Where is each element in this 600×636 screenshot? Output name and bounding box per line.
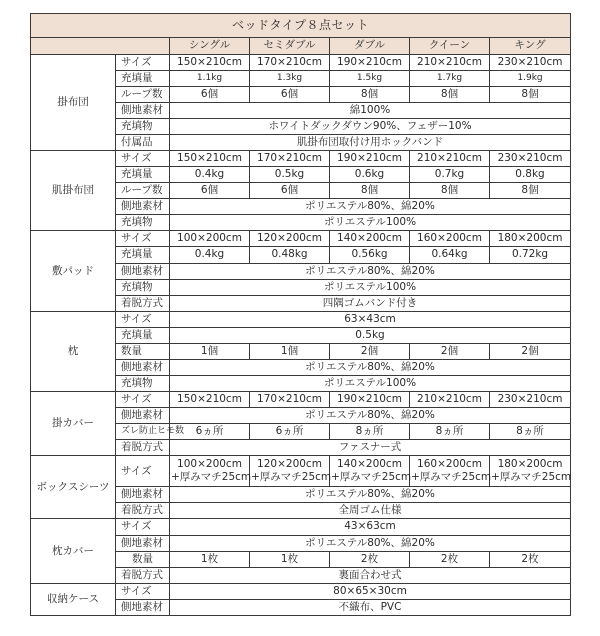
value-cell-merged: 四隅ゴムバンド付き bbox=[170, 295, 571, 311]
value-cell: 8個 bbox=[330, 183, 410, 199]
header-row bbox=[31, 37, 571, 54]
attribute-label: 側地素材 bbox=[116, 408, 170, 424]
value-cell: 6個 bbox=[170, 86, 250, 102]
value-cell-merged: 43×63cm bbox=[170, 519, 571, 535]
value-cell: 0.5kg bbox=[250, 167, 330, 183]
value-cell: 6ヵ所 bbox=[170, 424, 250, 440]
category-label: 敷パッド bbox=[31, 231, 116, 311]
value-cell-merged: ポリエステル80%、綿20% bbox=[170, 535, 571, 551]
value-cell: 1個 bbox=[250, 343, 330, 359]
value-cell: 1.9kg bbox=[490, 70, 571, 86]
value-cell: 0.8kg bbox=[490, 167, 571, 183]
value-cell-merged: ファスナー式 bbox=[170, 440, 571, 456]
attribute-label: サイズ bbox=[116, 54, 170, 70]
value-cell: 0.48kg bbox=[250, 247, 330, 263]
value-cell-merged: 不織布、PVC bbox=[170, 599, 571, 615]
title-row bbox=[31, 14, 571, 38]
attribute-label: 側地素材 bbox=[116, 487, 170, 503]
value-cell: 8個 bbox=[490, 183, 571, 199]
value-cell-merged: 63×43cm bbox=[170, 311, 571, 327]
value-cell: 190×210cm bbox=[330, 392, 410, 408]
value-cell: 210×210cm bbox=[410, 151, 490, 167]
table-row bbox=[31, 311, 571, 327]
value-line: +厚みマチ25cm bbox=[491, 471, 572, 484]
attribute-label: 側地素材 bbox=[116, 359, 170, 375]
attribute-label: 充填物 bbox=[116, 118, 170, 134]
value-cell: 6個 bbox=[250, 86, 330, 102]
value-cell: 0.4kg bbox=[170, 247, 250, 263]
attribute-label: 付属品 bbox=[116, 135, 170, 151]
table-row bbox=[31, 519, 571, 535]
value-cell-merged: 肌掛布団取付け用ホックバンド bbox=[170, 135, 571, 151]
value-cell: 6ヵ所 bbox=[250, 424, 330, 440]
value-cell-merged: 80×65×30cm bbox=[170, 583, 571, 599]
value-line: 100×200cm bbox=[177, 458, 242, 471]
attribute-label: 着脱方式 bbox=[116, 503, 170, 519]
value-cell: 0.7kg bbox=[410, 167, 490, 183]
value-cell: 160×200cm bbox=[410, 231, 490, 247]
value-cell: 1.5kg bbox=[330, 70, 410, 86]
header-size-cell: キング bbox=[490, 37, 571, 54]
value-cell: 120×200cm bbox=[250, 231, 330, 247]
value-cell: 210×210cm bbox=[410, 392, 490, 408]
header-blank-cell bbox=[31, 37, 170, 54]
table-row bbox=[31, 392, 571, 408]
attribute-label: サイズ bbox=[116, 583, 170, 599]
attribute-label: 側地素材 bbox=[116, 263, 170, 279]
value-cell: 8個 bbox=[410, 183, 490, 199]
value-cell: 2枚 bbox=[490, 551, 571, 567]
value-cell-merged: ポリエステル80%、綿20% bbox=[170, 359, 571, 375]
value-cell: 1.1kg bbox=[170, 70, 250, 86]
value-cell-merged: ポリエステル80%、綿20% bbox=[170, 408, 571, 424]
attribute-label: 充填量 bbox=[116, 247, 170, 263]
value-cell: 8個 bbox=[330, 86, 410, 102]
value-cell-merged: ポリエステル80%、綿20% bbox=[170, 199, 571, 215]
table-title: ベッドタイプ８点セット bbox=[31, 14, 571, 38]
value-cell bbox=[170, 456, 250, 487]
value-cell: 2枚 bbox=[410, 551, 490, 567]
value-cell: 2個 bbox=[410, 343, 490, 359]
value-cell-merged: ポリエステル80%、綿20% bbox=[170, 487, 571, 503]
value-cell: 1.7kg bbox=[410, 70, 490, 86]
value-cell: 1.3kg bbox=[250, 70, 330, 86]
category-label: 掛カバー bbox=[31, 392, 116, 456]
value-line: 160×200cm bbox=[417, 458, 482, 471]
attribute-label: サイズ bbox=[116, 456, 170, 487]
value-cell: 150×210cm bbox=[170, 392, 250, 408]
value-cell-merged: 裏面合わせ式 bbox=[170, 567, 571, 583]
value-cell: 140×200cm bbox=[330, 231, 410, 247]
category-label: ボックスシーツ bbox=[31, 456, 116, 519]
attribute-label: 着脱方式 bbox=[116, 295, 170, 311]
attribute-label: 数量 bbox=[116, 343, 170, 359]
value-cell bbox=[410, 456, 490, 487]
attribute-label: ループ数 bbox=[116, 86, 170, 102]
value-line: 140×200cm bbox=[337, 458, 402, 471]
value-line: +厚みマチ25cm bbox=[411, 471, 492, 484]
value-cell: 230×210cm bbox=[490, 151, 571, 167]
value-cell: 230×210cm bbox=[490, 392, 571, 408]
value-cell: 8ヵ所 bbox=[490, 424, 571, 440]
attribute-label: サイズ bbox=[116, 231, 170, 247]
value-cell: 170×210cm bbox=[250, 392, 330, 408]
value-cell bbox=[490, 456, 571, 487]
value-cell: 0.4kg bbox=[170, 167, 250, 183]
value-cell: 8個 bbox=[410, 86, 490, 102]
value-cell: 6個 bbox=[170, 183, 250, 199]
attribute-label: ズレ防止ヒモ数 bbox=[116, 424, 170, 440]
value-cell: 0.64kg bbox=[410, 247, 490, 263]
table-row bbox=[31, 583, 571, 599]
value-line: +厚みマチ25cm bbox=[251, 471, 332, 484]
category-label: 枕カバー bbox=[31, 519, 116, 583]
value-cell: 6個 bbox=[250, 183, 330, 199]
value-cell: 0.6kg bbox=[330, 167, 410, 183]
attribute-label: 着脱方式 bbox=[116, 440, 170, 456]
value-cell: 190×210cm bbox=[330, 151, 410, 167]
value-cell bbox=[250, 456, 330, 487]
header-size-cell: シングル bbox=[170, 37, 250, 54]
attribute-label: 側地素材 bbox=[116, 199, 170, 215]
value-line: 180×200cm bbox=[497, 458, 563, 471]
value-cell: 150×210cm bbox=[170, 151, 250, 167]
category-label: 収納ケース bbox=[31, 583, 116, 615]
value-cell: 1枚 bbox=[250, 551, 330, 567]
value-cell: 170×210cm bbox=[250, 151, 330, 167]
attribute-label: サイズ bbox=[116, 519, 170, 535]
value-cell-merged: ポリエステル80%、綿20% bbox=[170, 263, 571, 279]
attribute-label: 側地素材 bbox=[116, 102, 170, 118]
attribute-label: ループ数 bbox=[116, 183, 170, 199]
attribute-label: 充填物 bbox=[116, 375, 170, 391]
attribute-label: 充填量 bbox=[116, 70, 170, 86]
value-cell: 8ヵ所 bbox=[410, 424, 490, 440]
table-row bbox=[31, 231, 571, 247]
value-cell: 210×210cm bbox=[410, 54, 490, 70]
spec-table bbox=[30, 13, 571, 616]
value-cell: 1枚 bbox=[170, 551, 250, 567]
value-cell: 1個 bbox=[170, 343, 250, 359]
header-size-cell: セミダブル bbox=[250, 37, 330, 54]
value-cell: 2個 bbox=[490, 343, 571, 359]
table-row bbox=[31, 151, 571, 167]
category-label: 枕 bbox=[31, 311, 116, 391]
value-cell-merged: 綿100% bbox=[170, 102, 571, 118]
value-cell-merged: 0.5kg bbox=[170, 327, 571, 343]
attribute-label: 数量 bbox=[116, 551, 170, 567]
value-line: 120×200cm bbox=[257, 458, 322, 471]
attribute-label: 着脱方式 bbox=[116, 567, 170, 583]
attribute-label: 側地素材 bbox=[116, 599, 170, 615]
category-label: 掛布団 bbox=[31, 54, 116, 150]
value-cell: 8個 bbox=[490, 86, 571, 102]
value-cell-merged: 全周ゴム仕様 bbox=[170, 503, 571, 519]
value-cell: 0.72kg bbox=[490, 247, 571, 263]
value-cell: 2個 bbox=[330, 343, 410, 359]
value-line: +厚みマチ25cm bbox=[171, 471, 252, 484]
value-cell: 180×200cm bbox=[490, 231, 571, 247]
value-cell: 0.56kg bbox=[330, 247, 410, 263]
attribute-label: 充填量 bbox=[116, 167, 170, 183]
value-cell: 100×200cm bbox=[170, 231, 250, 247]
category-label: 肌掛布団 bbox=[31, 151, 116, 231]
attribute-label: サイズ bbox=[116, 311, 170, 327]
header-size-cell: クイーン bbox=[410, 37, 490, 54]
value-cell: 230×210cm bbox=[490, 54, 571, 70]
value-cell: 8ヵ所 bbox=[330, 424, 410, 440]
attribute-label: 充填物 bbox=[116, 279, 170, 295]
attribute-label: 側地素材 bbox=[116, 535, 170, 551]
value-cell: 2枚 bbox=[330, 551, 410, 567]
value-cell-merged: ホワイトダックダウン90%、フェザー10% bbox=[170, 118, 571, 134]
attribute-label: 充填物 bbox=[116, 215, 170, 231]
attribute-label: 充填量 bbox=[116, 327, 170, 343]
value-cell bbox=[330, 456, 410, 487]
table-row bbox=[31, 54, 571, 70]
table-row bbox=[31, 456, 571, 487]
value-cell: 170×210cm bbox=[250, 54, 330, 70]
value-cell: 150×210cm bbox=[170, 54, 250, 70]
value-cell-merged: ポリエステル100% bbox=[170, 375, 571, 391]
value-line: +厚みマチ25cm bbox=[331, 471, 412, 484]
value-cell-merged: ポリエステル100% bbox=[170, 215, 571, 231]
value-cell: 190×210cm bbox=[330, 54, 410, 70]
value-cell-merged: ポリエステル100% bbox=[170, 279, 571, 295]
attribute-label: サイズ bbox=[116, 392, 170, 408]
header-size-cell: ダブル bbox=[330, 37, 410, 54]
attribute-label: サイズ bbox=[116, 151, 170, 167]
